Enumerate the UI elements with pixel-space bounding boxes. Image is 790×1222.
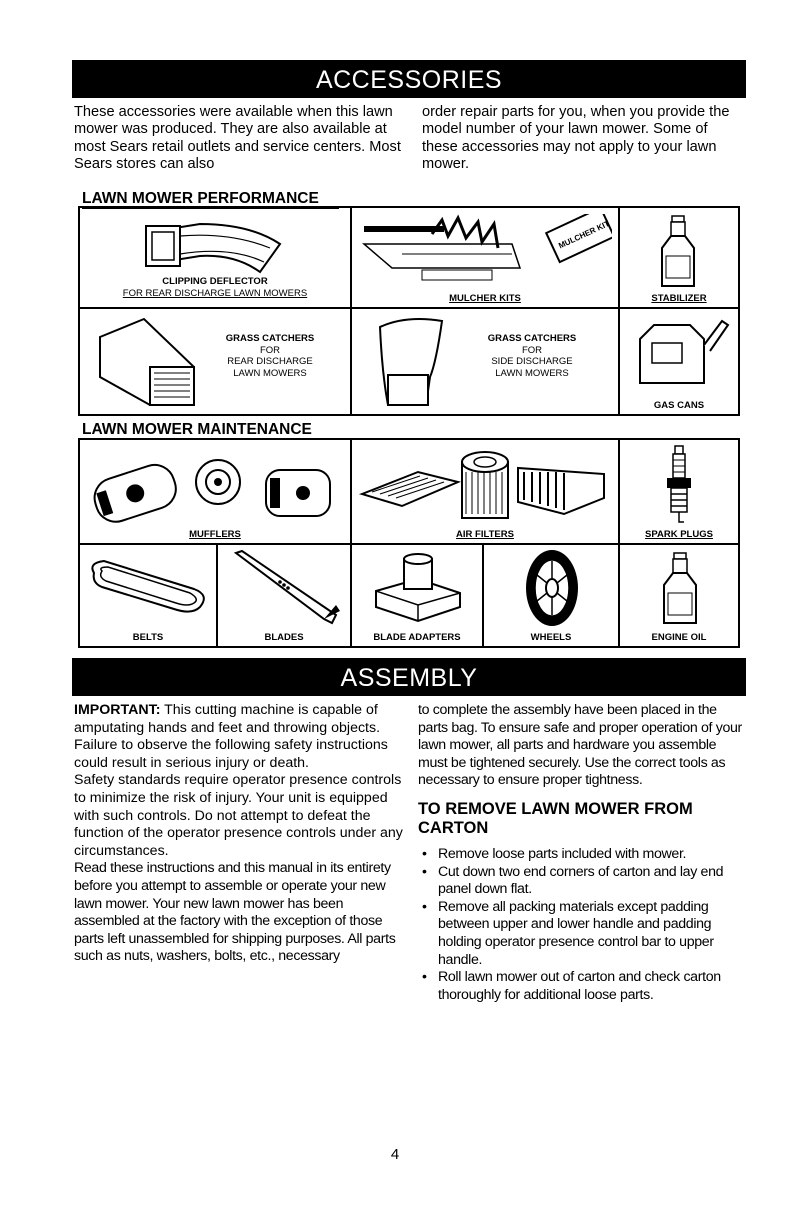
grass-side-line4: LAWN MOWERS	[495, 367, 569, 379]
grass-rear-line4: LAWN MOWERS	[233, 367, 307, 379]
engine-oil-cell	[620, 545, 738, 646]
important-text: This cutting machine is capable of amputating hands and feet and throwing objects. Failure to observe the following safety instructions could result in serious injury or death.	[74, 702, 388, 771]
stabilizer-bottle-icon	[658, 214, 698, 290]
assembly-right-column	[418, 702, 744, 1004]
grass-rear-line3: REAR DISCHARGE	[227, 356, 313, 367]
spark-plugs-caption: SPARK PLUGS	[645, 529, 713, 540]
gas-cans-caption: GAS CANS	[653, 400, 705, 411]
gas-cans-cell	[620, 309, 738, 414]
mufflers-cell	[80, 440, 352, 545]
blade-adapters-cell	[352, 545, 484, 646]
intro-left	[74, 104, 409, 174]
side-grass-catcher-icon	[366, 313, 456, 409]
clipping-deflector-subtitle: FOR REAR DISCHARGE LAWN MOWERS	[122, 287, 308, 299]
wheels-caption: WHEELS	[530, 632, 572, 643]
accessories-banner: ACCESSORIES	[72, 60, 746, 98]
clipping-deflector-title: CLIPPING DEFLECTOR	[162, 276, 268, 287]
spark-plug-icon	[664, 444, 694, 528]
stabilizer-caption: STABILIZER	[651, 293, 707, 304]
step-item: • Cut down two end corners of carton and lay end panel down flat.	[418, 864, 744, 899]
step-item: • Remove loose parts included with mower.	[418, 846, 744, 864]
blade-adapter-icon	[372, 551, 464, 623]
air-filters-caption: AIR FILTERS	[456, 529, 514, 540]
wheels-cell	[484, 545, 620, 646]
maintenance-grid	[78, 438, 740, 648]
grass-rear-line2: FOR	[259, 344, 281, 356]
performance-heading: LAWN MOWER PERFORMANCE	[82, 190, 339, 208]
maintenance-heading: LAWN MOWER MAINTENANCE	[82, 421, 332, 439]
assembly-banner: ASSEMBLY	[72, 658, 746, 696]
grass-side-line3: SIDE DISCHARGE	[491, 356, 573, 367]
remove-from-carton-heading: TO REMOVE LAWN MOWER FROM CARTON	[418, 799, 693, 837]
mulcher-kit-icon	[362, 214, 612, 284]
intro-right	[422, 104, 742, 174]
clipping-deflector-caption	[80, 276, 350, 299]
intro-left-text: These accessories were available when this lawn mower was produced. They are also available at most Sears retail outlets and service centers. Most Sears stores can also	[74, 104, 401, 173]
rear-grass-catcher-icon	[94, 315, 204, 407]
remove-steps-list	[418, 846, 744, 1004]
assembly-left-column	[74, 702, 410, 966]
belts-cell	[80, 545, 218, 646]
belt-icon	[84, 553, 214, 619]
step-item: • Roll lawn mower out of carton and check carton thoroughly for additional loose parts.	[418, 969, 744, 1004]
grass-rear-line1: GRASS CATCHERS	[225, 333, 315, 344]
grass-catcher-rear-caption	[200, 333, 340, 379]
clipping-deflector-icon	[140, 214, 290, 278]
engine-oil-bottle-icon	[660, 551, 700, 627]
grass-catcher-rear-cell	[80, 309, 352, 414]
grass-catcher-side-caption	[462, 333, 602, 379]
mulcher-kits-cell	[352, 208, 620, 309]
mufflers-caption: MUFFLERS	[189, 529, 241, 540]
blade-icon	[228, 549, 344, 625]
air-filters-cell	[352, 440, 620, 545]
safety-paragraph: Safety standards require operator presence controls to minimize the risk of injury. Your unit is equipped with such controls. Do not attempt to defeat the function of the operator presence controls under any circumstances.	[74, 772, 403, 859]
grass-catcher-side-cell	[352, 309, 620, 414]
continue-paragraph: to complete the assembly have been placed in the parts bag. To ensure safe and proper operation of your lawn mower, all parts and hardware you assemble must be tightened securely. Use the correct tools as necessary to ensure proper tightness.	[418, 702, 742, 789]
mufflers-icon	[88, 448, 344, 528]
wheel-icon	[522, 547, 582, 629]
air-filters-icon	[358, 448, 614, 522]
intro-right-text: order repair parts for you, when you provide the model number of your lawn mower. Some of these accessories may not apply to your lawn mower.	[422, 104, 730, 173]
gas-can-icon	[630, 315, 730, 387]
blades-caption: BLADES	[264, 632, 304, 643]
stabilizer-cell	[620, 208, 738, 309]
page-number: 4	[390, 1146, 400, 1163]
grass-side-line1: GRASS CATCHERS	[487, 333, 577, 344]
belts-caption: BELTS	[132, 632, 164, 643]
important-label: IMPORTANT:	[74, 702, 161, 718]
blade-adapters-caption: BLADE ADAPTERS	[373, 632, 461, 643]
engine-oil-caption: ENGINE OIL	[651, 632, 707, 643]
grass-side-line2: FOR	[521, 344, 543, 356]
performance-grid	[78, 206, 740, 416]
blades-cell	[218, 545, 352, 646]
important-paragraph	[74, 702, 410, 772]
mulcher-kit-box-label: MULCHER KIT	[557, 219, 611, 251]
read-instructions-paragraph: Read these instructions and this manual in its entirety before you attempt to assemble or operate your new lawn mower. Your new lawn mower has been assembled at the factory with the exception of those parts left unassembled for shipping purposes. All parts such as nuts, washers, bolts, etc., necessary	[74, 860, 396, 965]
clipping-deflector-cell	[80, 208, 352, 309]
mulcher-kits-caption: MULCHER KITS	[449, 293, 521, 304]
spark-plugs-cell	[620, 440, 738, 545]
step-item: • Remove all packing materials except padding between upper and lower handle and padding holding operator presence control bar to upper handle.	[418, 899, 744, 969]
